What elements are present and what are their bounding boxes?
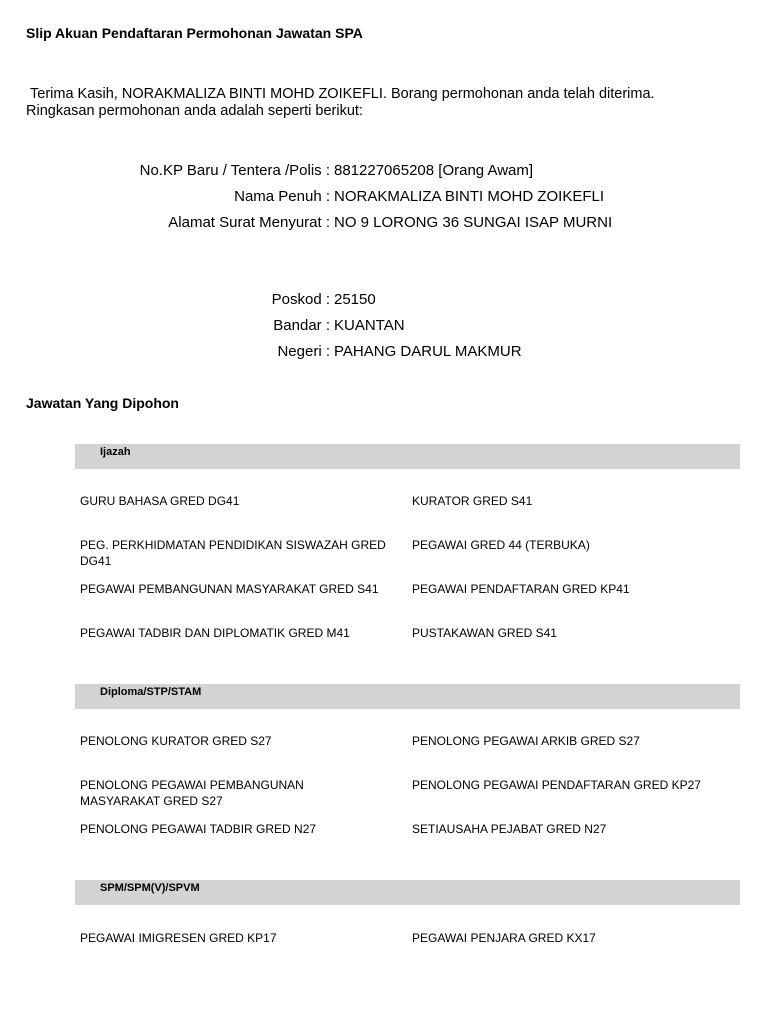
intro-line-1: Terima Kasih, NORAKMALIZA BINTI MOHD ZOIKEFLI. Borang permohonan anda telah diterima. (30, 86, 655, 102)
positions-heading: Jawatan Yang Dipohon (26, 395, 179, 411)
job-item: PEGAWAI IMIGRESEN GRED KP17 (80, 931, 277, 945)
postcode-value: 25150 (334, 291, 376, 308)
job-item: PUSTAKAWAN GRED S41 (412, 626, 557, 640)
job-item: PENOLONG PEGAWAI TADBIR GRED N27 (80, 822, 317, 836)
job-item: PENOLONG PEGAWAI PEMBANGUNAN MASYARAKAT GRED S27 (80, 778, 304, 808)
job-item: PEG. PERKHIDMATAN PENDIDIKAN SISWAZAH GRED DG41 (80, 538, 386, 568)
category-label: Diploma/STP/STAM (100, 686, 202, 698)
category-bar-diploma (75, 684, 740, 709)
address-value: NO 9 LORONG 36 SUNGAI ISAP MURNI (334, 214, 613, 231)
job-item: KURATOR GRED S41 (412, 494, 533, 508)
job-item: GURU BAHASA GRED DG41 (80, 494, 240, 508)
ic-value: 881227065208 [Orang Awam] (334, 162, 534, 179)
info-row-address (0, 213, 768, 233)
city-label: Bandar : (273, 317, 330, 334)
info-row-postcode (0, 290, 768, 310)
info-row-ic (0, 161, 768, 181)
job-item: PENOLONG PEGAWAI ARKIB GRED S27 (412, 734, 640, 748)
job-item: PENOLONG KURATOR GRED S27 (80, 734, 272, 748)
category-bar-ijazah (75, 444, 740, 469)
job-item: PEGAWAI TADBIR DAN DIPLOMATIK GRED M41 (80, 626, 350, 640)
job-item: PEGAWAI PENJARA GRED KX17 (412, 931, 596, 945)
address-label: Alamat Surat Menyurat : (168, 214, 330, 231)
ic-label: No.KP Baru / Tentera /Polis : (139, 162, 330, 179)
intro-text (26, 86, 746, 120)
intro-line-2: Ringkasan permohonan anda adalah seperti berikut: (26, 103, 363, 119)
info-row-state (0, 342, 768, 362)
job-item: SETIAUSAHA PEJABAT GRED N27 (412, 822, 607, 836)
state-value: PAHANG DARUL MAKMUR (334, 343, 522, 360)
info-row-name (0, 187, 768, 207)
page-title: Slip Akuan Pendaftaran Permohonan Jawatan SPA (26, 25, 363, 41)
category-bar-spm (75, 880, 740, 905)
name-label: Nama Penuh : (234, 188, 330, 205)
info-row-city (0, 316, 768, 336)
city-value: KUANTAN (334, 317, 405, 334)
postcode-label: Poskod : (271, 291, 330, 308)
job-item: PENOLONG PEGAWAI PENDAFTARAN GRED KP27 (412, 778, 701, 792)
category-label: SPM/SPM(V)/SPVM (100, 882, 200, 894)
category-label: Ijazah (100, 446, 131, 458)
job-item: PEGAWAI PENDAFTARAN GRED KP41 (412, 582, 630, 596)
job-item: PEGAWAI GRED 44 (TERBUKA) (412, 538, 590, 552)
job-item: PEGAWAI PEMBANGUNAN MASYARAKAT GRED S41 (80, 582, 379, 596)
state-label: Negeri : (277, 343, 330, 360)
name-value: NORAKMALIZA BINTI MOHD ZOIKEFLI (334, 188, 605, 205)
